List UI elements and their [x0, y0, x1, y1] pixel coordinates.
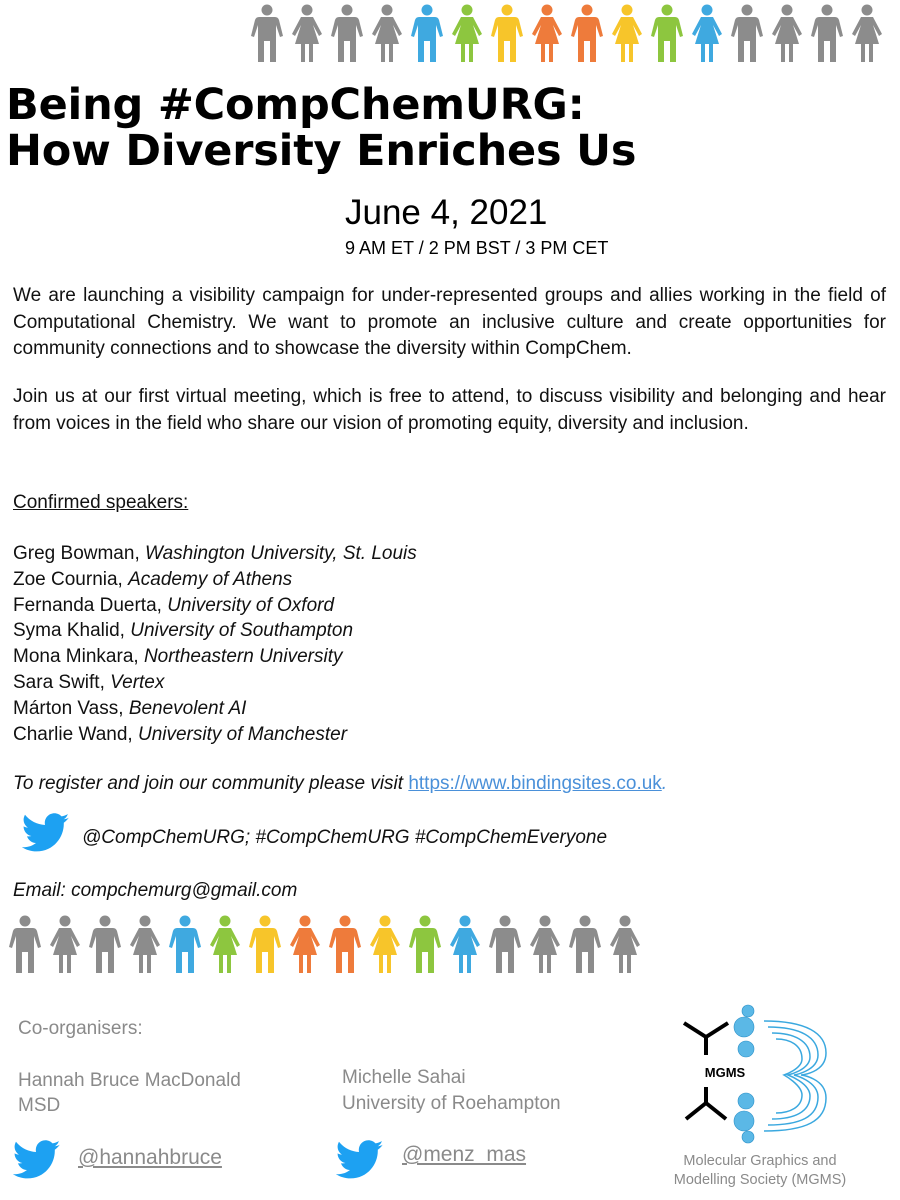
person-figure-icon — [488, 915, 522, 975]
speaker-name: Charlie Wand, — [13, 723, 138, 745]
speaker-name: Greg Bowman, — [13, 543, 145, 564]
person-figure-icon — [328, 915, 362, 975]
person-figure-icon — [368, 915, 402, 975]
person-figure-icon — [528, 915, 562, 975]
speaker-name: Syma Khalid, — [13, 620, 131, 642]
speaker-affiliation: Northeastern University — [143, 646, 343, 668]
organiser-2-org: University of Roehampton — [342, 1093, 561, 1114]
speaker-name: Márton Vass, — [13, 697, 129, 719]
speaker-affiliation: Vertex — [110, 671, 165, 693]
speaker-affiliation: University of Southampton — [130, 620, 354, 642]
person-figure-icon — [370, 4, 404, 64]
twitter-bird-icon — [336, 1140, 384, 1185]
speaker-affiliation: University of Oxford — [167, 594, 335, 616]
speaker-row — [13, 696, 417, 722]
person-figure-icon — [168, 915, 202, 975]
speaker-affiliation: Washington University, St. Louis — [145, 543, 417, 564]
speaker-affiliation: Benevolent AI — [128, 697, 247, 719]
mgms-logo — [676, 1003, 876, 1148]
register-line — [13, 773, 667, 795]
person-figure-icon — [408, 915, 442, 975]
person-figure-icon — [730, 4, 764, 64]
page-title — [6, 82, 636, 174]
organiser-1-org: MSD — [18, 1095, 61, 1116]
person-figure-icon — [650, 4, 684, 64]
mgms-caption — [655, 1152, 865, 1190]
speaker-row — [13, 541, 417, 567]
register-link[interactable]: https://www.bindingsites.co.uk — [408, 773, 662, 794]
person-figure-icon — [410, 4, 444, 64]
person-figure-icon — [8, 915, 42, 975]
person-figure-icon — [810, 4, 844, 64]
mgms-logo-text: MGMS — [704, 1065, 746, 1080]
person-figure-icon — [88, 915, 122, 975]
organiser-2 — [342, 1065, 561, 1117]
title-line-2: How Diversity Enriches Us — [6, 126, 637, 176]
speaker-row — [13, 618, 417, 644]
speakers-list — [13, 541, 417, 747]
person-figure-icon — [448, 915, 482, 975]
mgms-caption-line-2: Modelling Society (MGMS) — [673, 1172, 847, 1188]
event-time: 9 AM ET / 2 PM BST / 3 PM CET — [345, 238, 609, 258]
person-figure-icon — [48, 915, 82, 975]
person-figure-icon — [250, 4, 284, 64]
speaker-name: Mona Minkara, — [13, 646, 144, 668]
person-figure-icon — [530, 4, 564, 64]
speaker-affiliation: Academy of Athens — [128, 568, 293, 590]
person-figure-icon — [568, 915, 602, 975]
event-date: June 4, 2021 — [345, 193, 548, 232]
person-figure-icon — [330, 4, 364, 64]
speaker-name: Fernanda Duerta, — [13, 594, 168, 616]
person-figure-icon — [288, 915, 322, 975]
speaker-row — [13, 567, 417, 593]
mgms-caption-line-1: Molecular Graphics and — [683, 1153, 837, 1169]
speaker-name: Zoe Cournia, — [13, 568, 129, 590]
person-figure-icon — [290, 4, 324, 64]
person-figure-icon — [248, 915, 282, 975]
person-figure-icon — [608, 915, 642, 975]
contact-email[interactable]: Email: compchemurg@gmail.com — [13, 880, 298, 901]
person-figure-icon — [850, 4, 884, 64]
bottom-figures-banner — [8, 915, 648, 975]
speaker-row — [13, 670, 417, 696]
top-figures-banner — [250, 4, 890, 64]
intro-paragraph-2: Join us at our first virtual meeting, which is free to attend, to discuss visibility and belonging and hear from voices in the field who share our vision of promoting equity, diversity and inclusion. — [13, 386, 886, 434]
person-figure-icon — [570, 4, 604, 64]
title-line-1: Being #CompChemURG: — [6, 80, 585, 130]
organiser-1-handle[interactable]: @hannahbruce — [78, 1146, 222, 1169]
organiser-1-name: Hannah Bruce MacDonald — [18, 1070, 241, 1091]
speaker-affiliation: University of Manchester — [137, 723, 348, 745]
speaker-row — [13, 722, 417, 748]
intro-paragraph-1: We are launching a visibility campaign for under-represented groups and allies working in the field of Computational Chemistry. We want to promote an inclusive culture and create opportunities for community connections and to showcase the diversity within CompChem. — [13, 285, 886, 359]
person-figure-icon — [610, 4, 644, 64]
person-figure-icon — [690, 4, 724, 64]
person-figure-icon — [770, 4, 804, 64]
social-hashtags: @CompChemURG; #CompChemURG #CompChemEveryone — [82, 827, 608, 848]
speaker-name: Sara Swift, — [13, 671, 111, 693]
organiser-1 — [18, 1068, 241, 1118]
coorganisers-label: Co-organisers: — [18, 1018, 143, 1039]
register-text: To register and join our community please visit — [13, 773, 409, 794]
person-figure-icon — [128, 915, 162, 975]
person-figure-icon — [450, 4, 484, 64]
speaker-row — [13, 644, 417, 670]
twitter-bird-icon — [13, 1140, 61, 1185]
twitter-bird-icon — [22, 813, 70, 858]
organiser-2-name: Michelle Sahai — [342, 1067, 466, 1088]
speaker-row — [13, 593, 417, 619]
organiser-2-handle[interactable]: @menz_mas — [402, 1143, 527, 1166]
speakers-heading: Confirmed speakers: — [13, 492, 189, 513]
register-trailing: . — [661, 773, 668, 794]
person-figure-icon — [208, 915, 242, 975]
person-figure-icon — [490, 4, 524, 64]
